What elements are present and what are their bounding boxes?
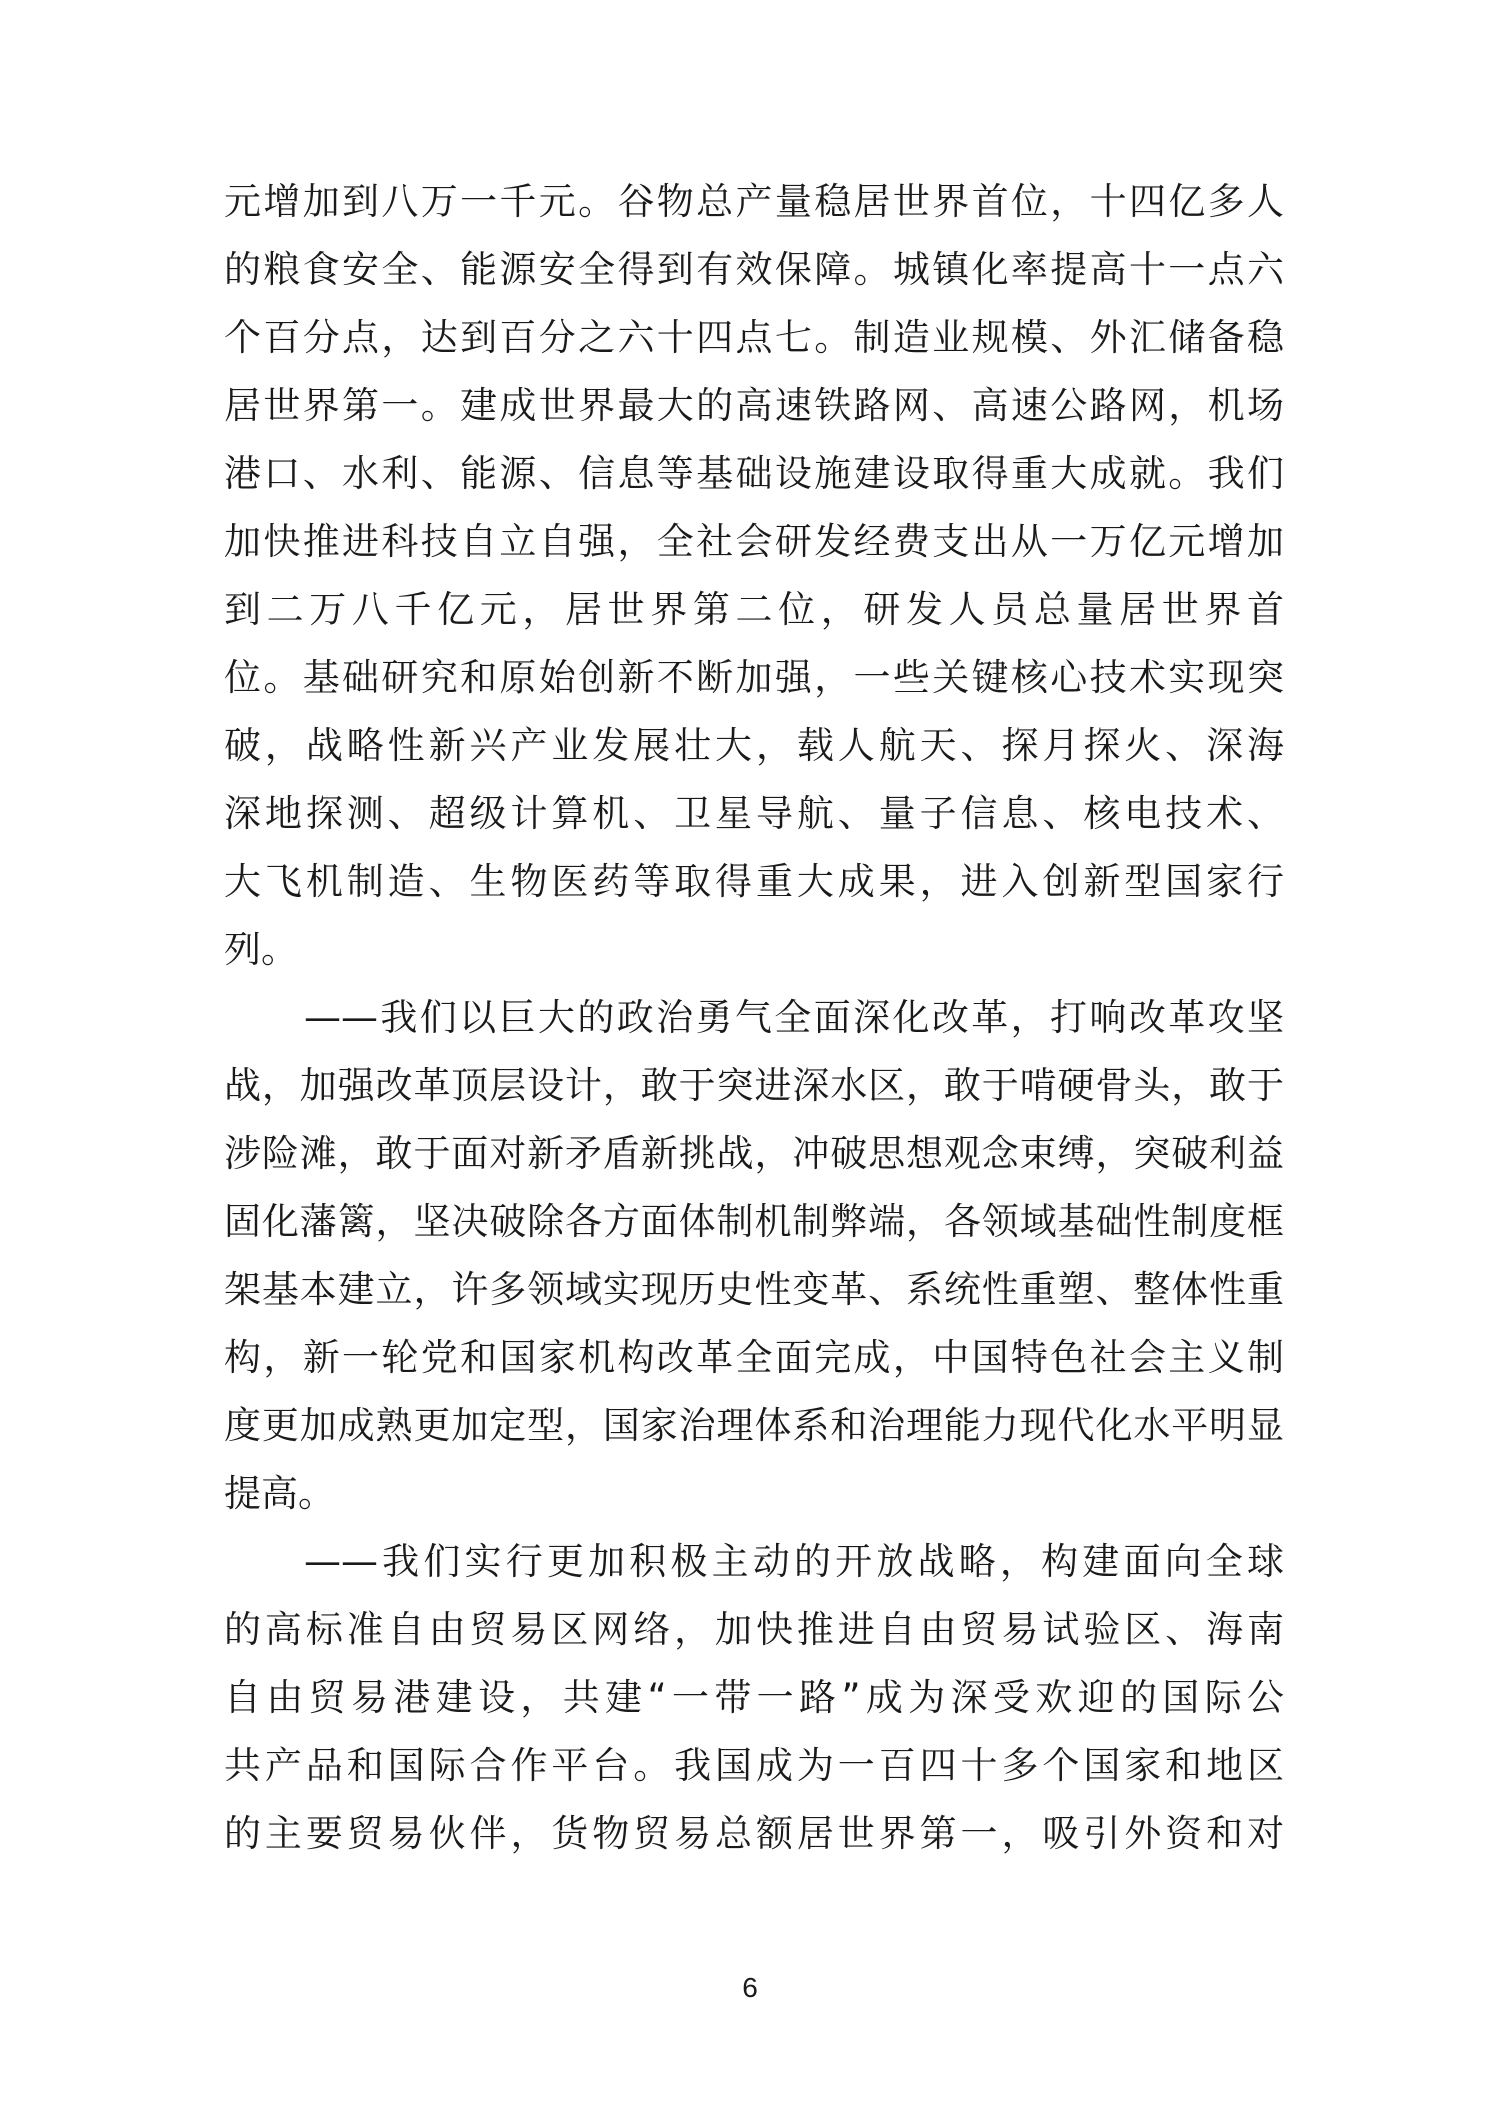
text-line: 共产品和国际合作平台。我国成为一百四十多个国家和地区 xyxy=(224,1744,1284,1787)
text-line: 到二万八千亿元，居世界第二位，研发人员总量居世界首 xyxy=(224,588,1284,631)
text-line: 位。基础研究和原始创新不断加强，一些关键核心技术实现突 xyxy=(224,656,1284,699)
page-number: 6 xyxy=(742,1972,758,2003)
text-line: 港口、水利、能源、信息等基础设施建设取得重大成就。我们 xyxy=(224,452,1284,495)
text-line: 大飞机制造、生物医药等取得重大成果，进入创新型国家行 xyxy=(224,860,1284,903)
text-line: 构，新一轮党和国家机构改革全面完成，中国特色社会主义制 xyxy=(224,1336,1284,1379)
text-line: 的主要贸易伙伴，货物贸易总额居世界第一，吸引外资和对 xyxy=(224,1812,1284,1855)
text-line: 深地探测、超级计算机、卫星导航、量子信息、核电技术、 xyxy=(224,792,1284,835)
text-line: 固化藩篱，坚决破除各方面体制机制弊端，各领域基础性制度框 xyxy=(224,1200,1284,1243)
text-line: 自由贸易港建设，共建“一带一路”成为深受欢迎的国际公 xyxy=(224,1676,1284,1719)
text-line: 战，加强改革顶层设计，敢于突进深水区，敢于啃硬骨头，敢于 xyxy=(224,1064,1284,1107)
text-line: 破，战略性新兴产业发展壮大，载人航天、探月探火、深海 xyxy=(224,724,1284,767)
text-line: 的粮食安全、能源安全得到有效保障。城镇化率提高十一点六 xyxy=(224,248,1284,291)
text-line: 的高标准自由贸易区网络，加快推进自由贸易试验区、海南 xyxy=(224,1608,1284,1651)
text-line: 个百分点，达到百分之六十四点七。制造业规模、外汇储备稳 xyxy=(224,316,1284,359)
text-line: 元增加到八万一千元。谷物总产量稳居世界首位，十四亿多人 xyxy=(224,180,1284,223)
document-body xyxy=(224,168,1284,1868)
text-line-paragraph-end: 列。 xyxy=(224,928,298,971)
text-line: 涉险滩，敢于面对新矛盾新挑战，冲破思想观念束缚，突破利益 xyxy=(224,1132,1284,1175)
paragraph-start-line: ——我们实行更加积极主动的开放战略，构建面向全球 xyxy=(304,1540,1284,1583)
paragraph-start-line: ——我们以巨大的政治勇气全面深化改革，打响改革攻坚 xyxy=(304,996,1284,1039)
text-line: 度更加成熟更加定型，国家治理体系和治理能力现代化水平明显 xyxy=(224,1404,1284,1447)
text-line-paragraph-end: 提高。 xyxy=(224,1472,335,1515)
text-line: 架基本建立，许多领域实现历史性变革、系统性重塑、整体性重 xyxy=(224,1268,1284,1311)
text-line: 居世界第一。建成世界最大的高速铁路网、高速公路网，机场 xyxy=(224,384,1284,427)
text-line: 加快推进科技自立自强，全社会研发经费支出从一万亿元增加 xyxy=(224,520,1284,563)
